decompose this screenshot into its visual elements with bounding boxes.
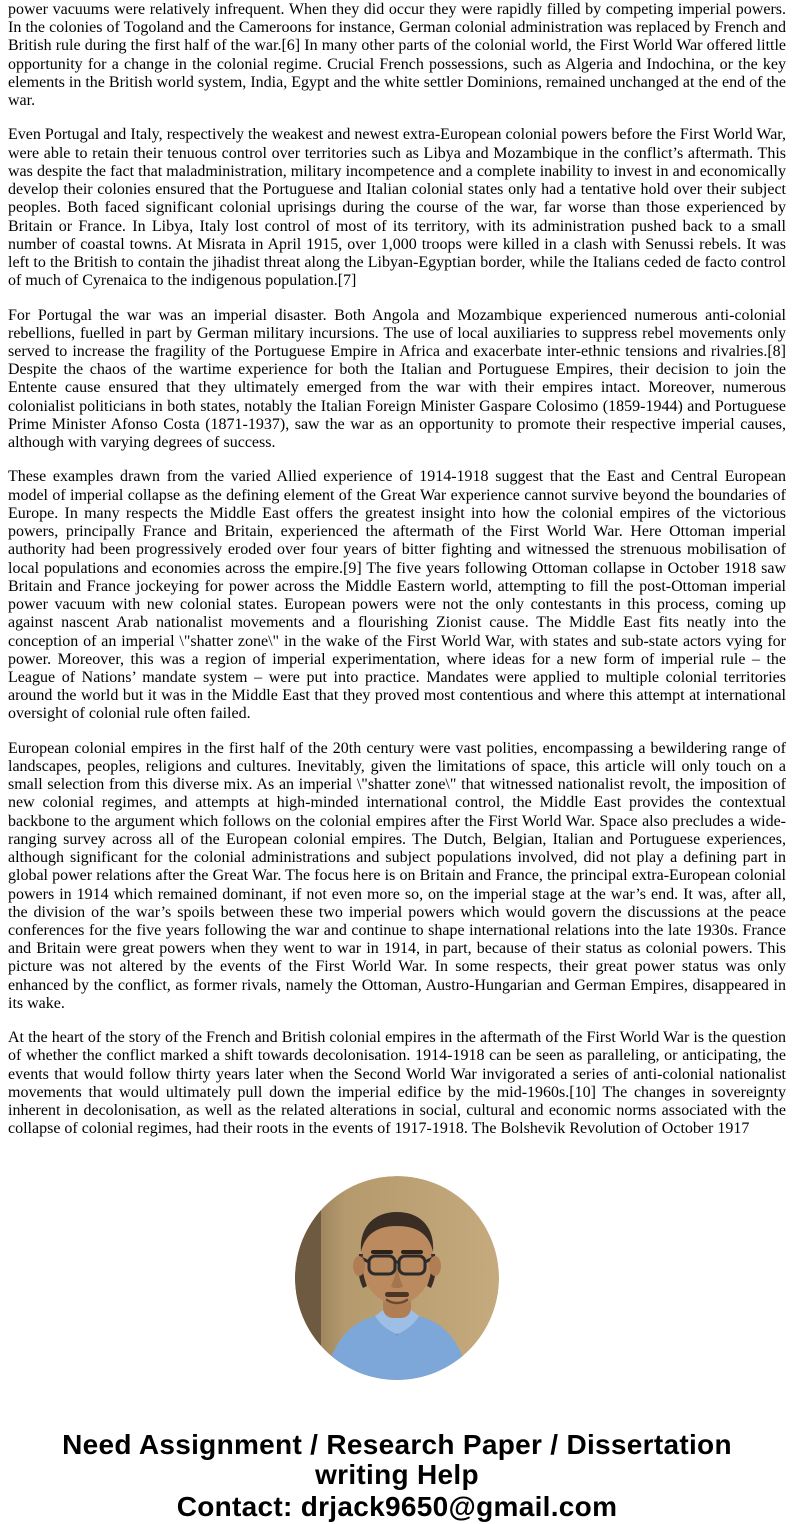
- portrait-photo: [295, 1176, 499, 1380]
- portrait-illustration: [295, 1176, 499, 1380]
- help-heading: Need Assignment / Research Paper / Dissertation writing Help: [62, 1428, 732, 1490]
- paragraph: These examples drawn from the varied Allied experience of 1914-1918 suggest that the East and Central European model of imperial collapse as the defining element of the Great War experience cannot survive beyond the boundaries of Europe. In many respects the Middle East offers the greatest insight into how the colonial empires of the victorious powers, principally France and Britain, experienced the aftermath of the First World War. Here Ottoman imperial authority had been progressively eroded over four years of bitter fighting and witnessed the strenuous mobilisation of local populations and economies across the empire.[9] The five years following Ottoman collapse in October 1918 saw Britain and France jockeying for power across the Middle Eastern world, attempting to fill the post-Ottoman imperial power vacuum with new colonial states. European powers were not the only contestants in this process, coming up against nascent Arab nationalist movements and a flourishing Zionist cause. The Middle East fits neatly into the conception of an imperial \"shatter zone\" in the wake of the First World War, with states and sub-state actors vying for power. Moreover, this was a region of imperial experimentation, where ideas for a new form of imperial rule – the League of Nations’ mandate system – were put into practice. Mandates were applied to multiple colonial territories around the world but it was in the Middle East that they proved most contentious and where this attempt at international oversight of colonial rule often failed.: [8, 468, 786, 723]
- paragraph: For Portugal the war was an imperial disaster. Both Angola and Mozambique experienced numerous anti-colonial rebellions, fuelled in part by German military incursions. The use of local auxiliaries to suppress rebel movements only served to increase the fragility of the Portuguese Empire in Africa and exacerbate inter-ethnic tensions and rivalries.[8] Despite the chaos of the wartime experience for both the Italian and Portuguese Empires, their decision to join the Entente cause ensured that they ultimately emerged from the war with their empires intact. Moreover, numerous colonialist politicians in both states, notably the Italian Foreign Minister Gaspare Colosimo (1859-1944) and Portuguese Prime Minister Afonso Costa (1871-1937), saw the war as an opportunity to promote their respective imperial causes, although with varying degrees of success.: [8, 306, 786, 452]
- article-body: [0, 1, 794, 1139]
- paragraph: European colonial empires in the first half of the 20th century were vast polities, encompassing a bewildering range of landscapes, peoples, religions and cultures. Inevitably, given the limitations of space, this article will only touch on a small selection from this diverse mix. As an imperial \"shatter zone\" that witnessed nationalist revolt, the imposition of new colonial regimes, and attempts at high-minded international control, the Middle East provides the contextual backbone to the argument which follows on the colonial empires after the First World War. Space also precludes a wide-ranging survey across all of the European colonial empires. The Dutch, Belgian, Italian and Portuguese experiences, although significant for the colonial administrations and subject populations involved, did not play a defining part in global power relations after the Great War. The focus here is on Britain and France, the principal extra-European colonial powers in 1914 which remained dominant, if not even more so, on the imperial stage at the war’s end. It was, after all, the division of the war’s spoils between these two imperial powers which would govern the discussions at the peace conferences for the five years following the war and continue to shape international relations into the late 1930s. France and Britain were great powers when they went to war in 1914, in part, because of their status as colonial powers. This picture was not altered by the events of the First World War. In some respects, their great power status was only enhanced by the conflict, as former rivals, namely the Ottoman, Austro-Hungarian and German Empires, disappeared in its wake.: [8, 739, 786, 1012]
- paragraph: At the heart of the story of the French and British colonial empires in the aftermath of the First World War is the question of whether the conflict marked a shift towards decolonisation. 1914-1918 can be seen as paralleling, or anticipating, the events that would follow thirty years later when the Second World War invigorated a series of anti-colonial nationalist movements that would ultimately pull down the imperial edifice by the mid-1960s.[10] The changes in sovereignty inherent in decolonisation, as well as the related alterations in social, cultural and economic norms associated with the collapse of colonial regimes, had their roots in the events of 1917-1918. The Bolshevik Revolution of October 1917: [8, 1029, 786, 1138]
- paragraph: Even Portugal and Italy, respectively the weakest and newest extra-European colonial powers before the First World War, were able to retain their tenuous control over territories such as Libya and Mozambique in the conflict’s aftermath. This was despite the fact that maladministration, military incompetence and a complete inability to invest in and economically develop their colonies ensured that the Portuguese and Italian colonial states only had a tentative hold over their subject peoples. Both faced significant colonial uprisings during the course of the war, far worse than those experienced by Britain or France. In Libya, Italy lost control of most of its territory, with its administration pushed back to a small number of coastal towns. At Misrata in April 1915, over 1,000 troops were killed in a clash with Senussi rebels. It was left to the British to contain the jihadist threat along the Libyan-Egyptian border, while the Italians ceded de facto control of much of Cyrenaica to the indigenous population.[7]: [8, 126, 786, 290]
- contact-line: Contact: drjack9650@gmail.com: [176, 1491, 618, 1523]
- footer-help-block: [0, 1430, 794, 1523]
- paragraph: power vacuums were relatively infrequent. When they did occur they were rapidly filled by competing imperial powers. In the colonies of Togoland and the Cameroons for instance, German colonial administration was replaced by French and British rule during the first half of the war.[6] In many other parts of the colonial world, the First World War offered little opportunity for a change in the colonial regime. Crucial French possessions, such as Algeria and Indochina, or the key elements in the British world system, India, Egypt and the white settler Dominions, remained unchanged at the end of the war.: [8, 1, 786, 110]
